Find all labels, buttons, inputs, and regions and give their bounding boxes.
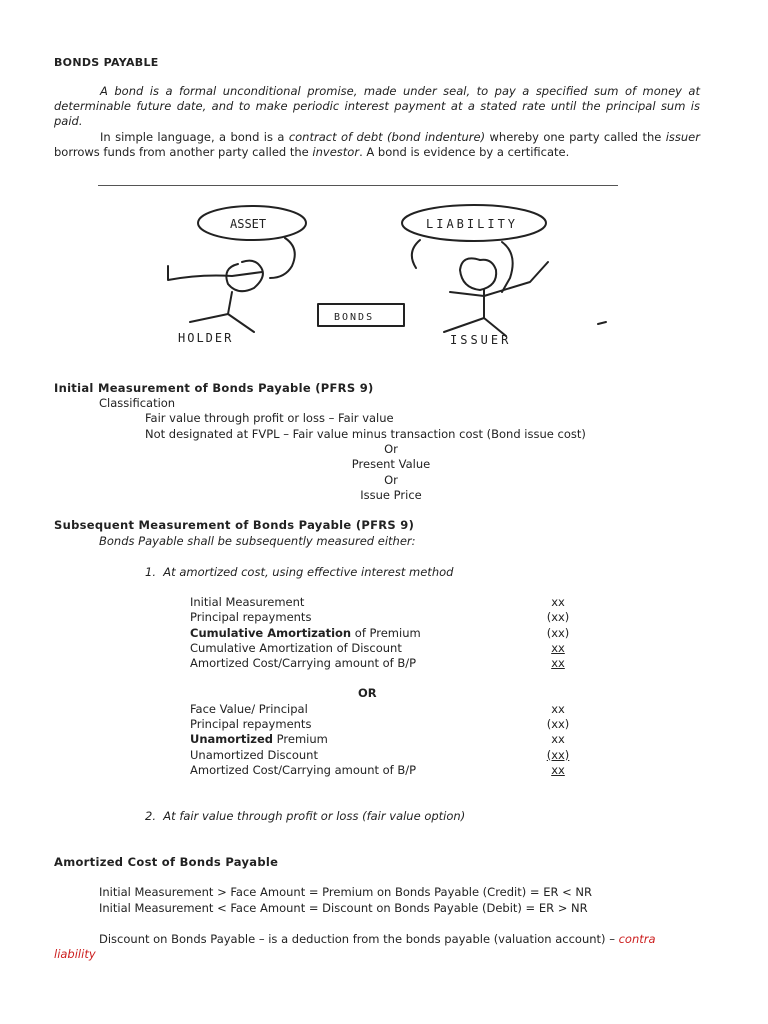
table2-row-value: xx: [551, 763, 565, 777]
page-title: BONDS PAYABLE: [54, 56, 159, 69]
contra-text: contra: [618, 932, 656, 946]
intro-italic-investor: investor: [312, 145, 360, 159]
intro-text: whereby one party called the: [485, 130, 666, 144]
table1-row-value: xx: [551, 641, 565, 655]
initial-measurement-heading: Initial Measurement of Bonds Payable (PFRS 9): [54, 381, 374, 395]
table2-row-label: Principal repayments: [190, 717, 312, 731]
option-1-amortized-cost: 1. At amortized cost, using effective interest method: [145, 565, 454, 579]
or-text-1: Or: [384, 442, 398, 456]
table2-row-label: Unamortized Discount: [190, 748, 318, 762]
intro-italic-contract: contract of debt (bond indenture): [288, 130, 486, 144]
table1-row-value: xx: [551, 656, 565, 670]
amortized-cost-heading: Amortized Cost of Bonds Payable: [54, 855, 279, 869]
present-value-text: Present Value: [351, 457, 431, 471]
table1-row-label: Amortized Cost/Carrying amount of B/P: [190, 656, 417, 670]
liability-text: liability: [54, 947, 96, 961]
table2-row-value: (xx): [546, 717, 570, 731]
table2-row-label: Amortized Cost/Carrying amount of B/P: [190, 763, 417, 777]
discount-definition: [99, 932, 656, 946]
intro-italic-issuer: issuer: [665, 130, 700, 144]
table1-row-value: xx: [551, 595, 565, 609]
bold-term: Unamortized: [190, 732, 274, 746]
discount-rule-line: Initial Measurement < Face Amount = Discount on Bonds Payable (Debit) = ER > NR: [99, 901, 588, 915]
holder-label: HOLDER: [178, 331, 234, 345]
issue-price-text: Issue Price: [360, 488, 422, 502]
subsequent-subtitle: Bonds Payable shall be subsequently measured either:: [99, 534, 416, 548]
intro-text: borrows funds from another party called the: [54, 145, 313, 159]
classification-label: Classification: [99, 396, 176, 410]
bold-term: Cumulative Amortization: [190, 626, 352, 640]
table2-row-value: xx: [551, 702, 565, 716]
issuer-label: ISSUER: [450, 333, 512, 347]
or-separator: OR: [358, 686, 377, 700]
table2-row-label: Face Value/ Principal: [190, 702, 308, 716]
table2-row-value: (xx): [546, 748, 570, 762]
fvpl-line: Fair value through profit or loss – Fair value: [145, 411, 394, 425]
option-2-fair-value: 2. At fair value through profit or loss (fair value option): [145, 809, 466, 823]
premium-rule-line: Initial Measurement > Face Amount = Premium on Bonds Payable (Credit) = ER < NR: [99, 885, 592, 899]
bonds-label: BONDS: [334, 312, 375, 323]
intro-text: In simple language, a bond is a: [100, 130, 289, 144]
table1-row-label: Principal repayments: [190, 610, 312, 624]
intro-paragraph-2: [54, 130, 700, 160]
row-label-text: Premium: [273, 732, 328, 746]
table2-row-value: xx: [551, 732, 565, 746]
table1-row-value: (xx): [546, 610, 570, 624]
intro-paragraph-1: A bond is a formal unconditional promise, made under seal, to pay a specified sum of money at determinable future date, and to make periodic interest payment at a stated rate until the principal sum is paid.: [54, 84, 700, 128]
table1-row-label: Initial Measurement: [190, 595, 305, 609]
discount-definition-text: Discount on Bonds Payable – is a deduction from the bonds payable (valuation account) –: [99, 932, 619, 946]
liability-label: LIABILITY: [426, 217, 519, 231]
intro-text: . A bond is evidence by a certificate.: [359, 145, 570, 159]
subsequent-measurement-heading: Subsequent Measurement of Bonds Payable (PFRS 9): [54, 518, 415, 532]
not-fvpl-line: Not designated at FVPL – Fair value minus transaction cost (Bond issue cost): [145, 427, 586, 441]
table1-row-value: (xx): [546, 626, 570, 640]
issuer-head: [460, 258, 496, 290]
holder-issuer-illustration: [150, 196, 620, 348]
divider-line: [98, 185, 618, 186]
table1-row-label: Cumulative Amortization of Discount: [190, 641, 402, 655]
asset-label: ASSET: [230, 217, 267, 231]
row-label-text: of Premium: [351, 626, 421, 640]
or-text-2: Or: [384, 473, 398, 487]
table2-row-label: [190, 732, 328, 746]
table1-row-label: [190, 626, 421, 640]
